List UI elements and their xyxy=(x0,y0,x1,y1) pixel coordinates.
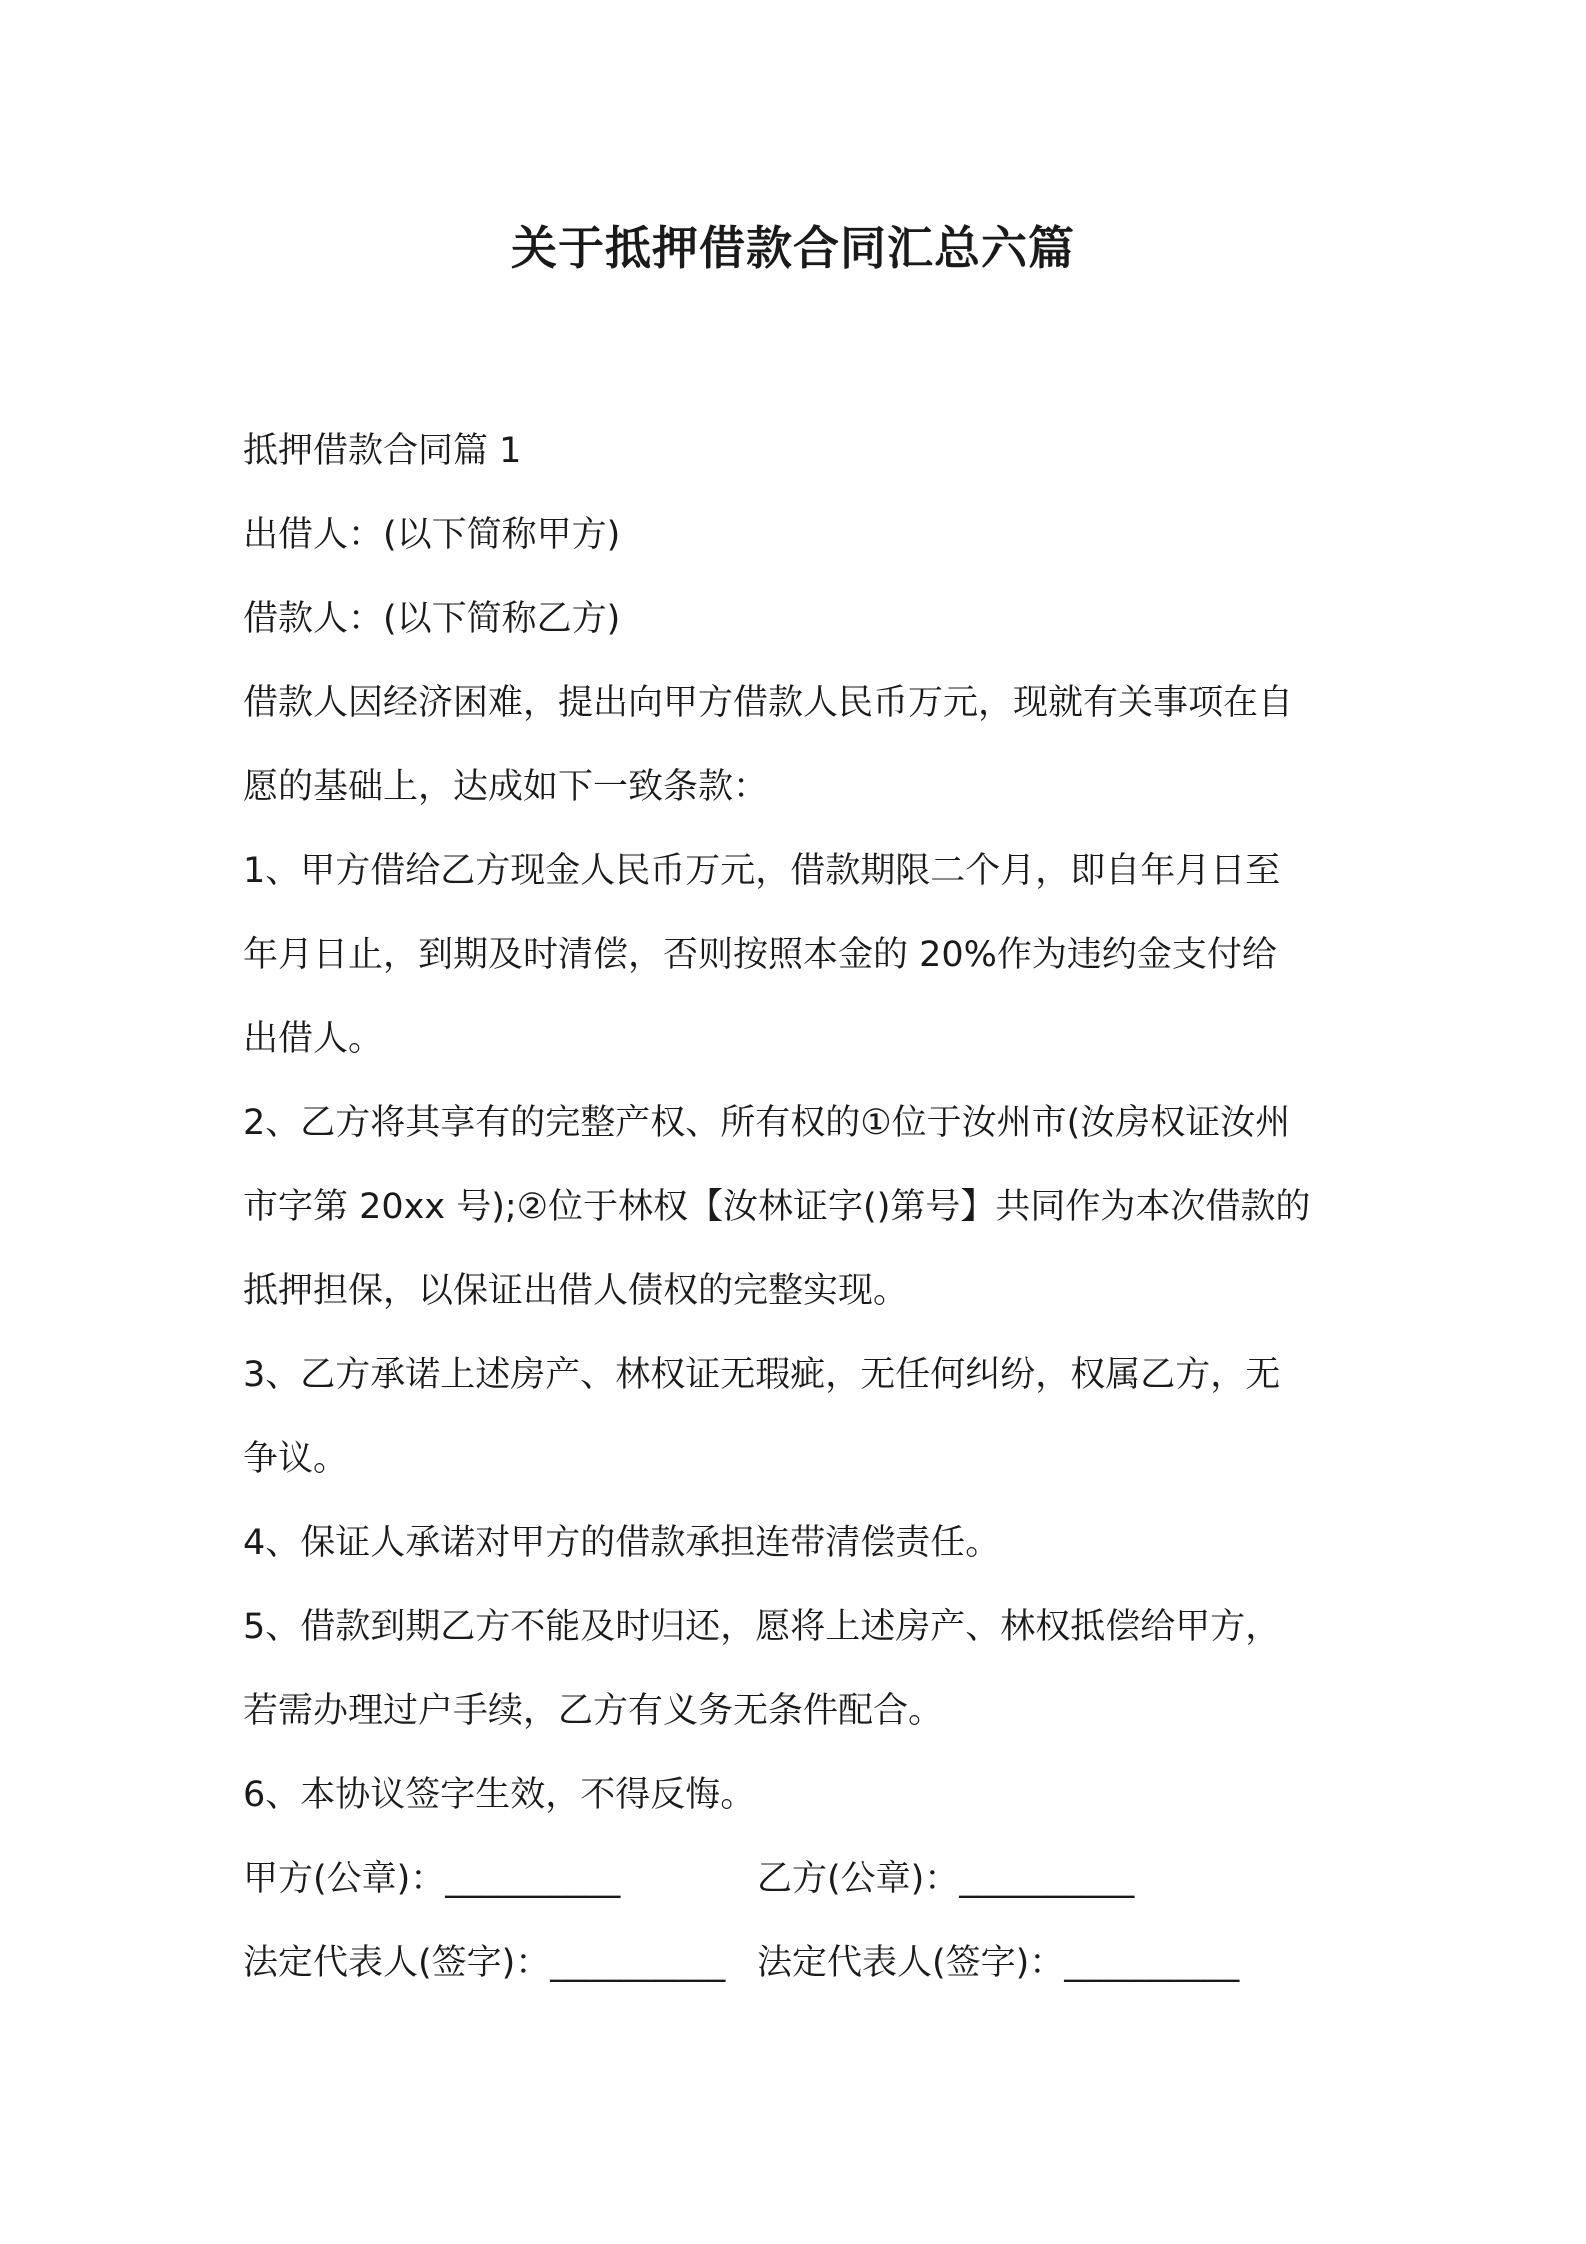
party-b-seal-field: 乙方(公章)：__________ xyxy=(757,1859,1135,1899)
party-a-representative-field: 法定代表人(签字)：__________ xyxy=(243,1943,726,1983)
section-heading: 抵押借款合同篇 1 xyxy=(243,431,522,471)
clause-4-line: 4、保证人承诺对甲方的借款承担连带清偿责任。 xyxy=(243,1523,1001,1563)
paragraph-line: 借款人因经济困难，提出向甲方借款人民币万元，现就有关事项在自 xyxy=(243,683,1294,723)
clause-6-line: 6、本协议签字生效，不得反悔。 xyxy=(243,1775,756,1815)
clause-2-line: 2、乙方将其享有的完整产权、所有权的①位于汝州市(汝房权证汝州 xyxy=(243,1103,1291,1143)
clause-5-line: 若需办理过户手续，乙方有义务无条件配合。 xyxy=(243,1691,944,1731)
clause-5-line: 5、借款到期乙方不能及时归还，愿将上述房产、林权抵偿给甲方， xyxy=(243,1607,1281,1647)
clause-1-line: 年月日止，到期及时清偿，否则按照本金的 20%作为违约金支付给 xyxy=(243,935,1277,975)
seal-signature-row xyxy=(243,1837,1353,1921)
lender-line: 出借人：(以下简称甲方) xyxy=(243,515,621,555)
clause-1-line: 出借人。 xyxy=(243,1019,384,1059)
clause-1-line: 1、甲方借给乙方现金人民币万元，借款期限二个月，即自年月日至 xyxy=(243,851,1281,891)
party-a-seal-field: 甲方(公章)：__________ xyxy=(243,1859,621,1899)
paragraph-line: 愿的基础上，达成如下一致条款： xyxy=(243,767,769,807)
clause-3-line: 争议。 xyxy=(243,1439,349,1479)
document-title: 关于抵押借款合同汇总六篇 xyxy=(511,221,1075,275)
clause-2-line: 抵押担保，以保证出借人债权的完整实现。 xyxy=(243,1271,909,1311)
clause-2-line: 市字第 20xx 号);②位于林权【汝林证字()第号】共同作为本次借款的 xyxy=(243,1187,1311,1227)
borrower-line: 借款人：(以下简称乙方) xyxy=(243,599,621,639)
representative-signature-row xyxy=(243,1921,1353,2005)
clause-3-line: 3、乙方承诺上述房产、林权证无瑕疵，无任何纠纷，权属乙方，无 xyxy=(243,1355,1281,1395)
document-body xyxy=(243,409,1353,2005)
party-b-representative-field: 法定代表人(签字)：__________ xyxy=(757,1943,1240,1983)
